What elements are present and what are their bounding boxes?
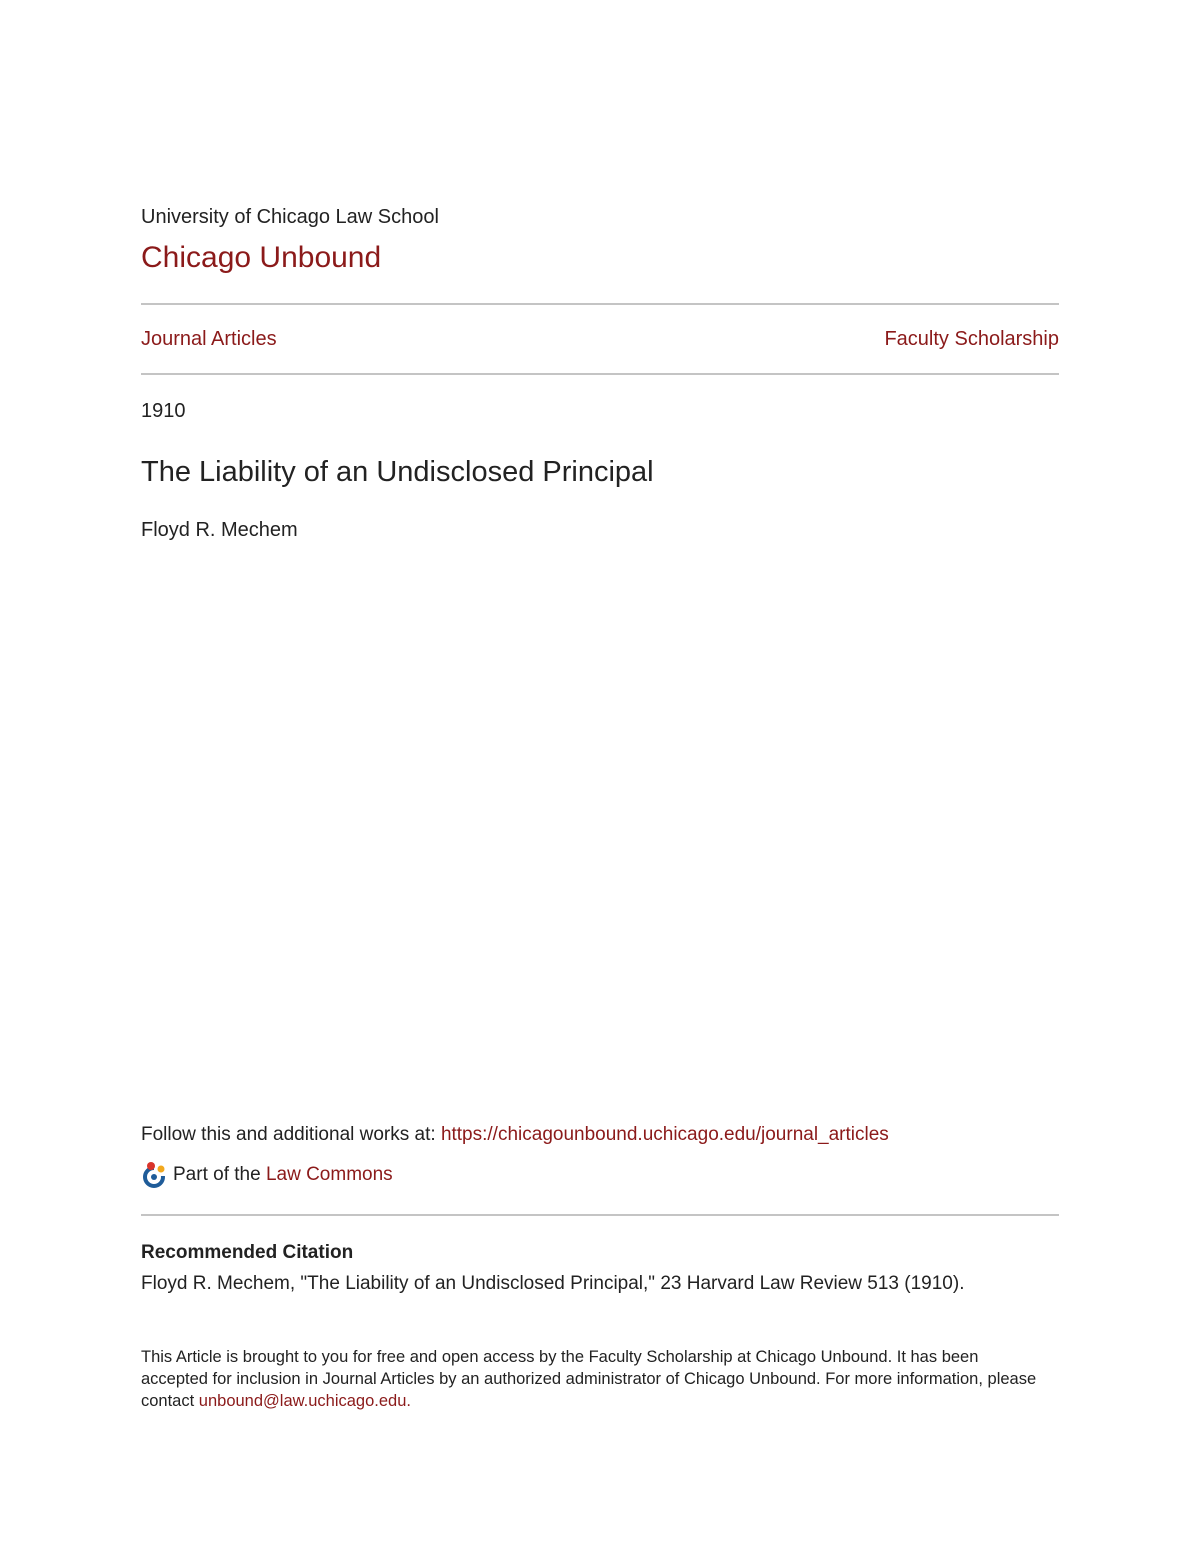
access-note bbox=[141, 1346, 1041, 1412]
divider bbox=[141, 303, 1059, 305]
divider bbox=[141, 1214, 1059, 1216]
citation-heading: Recommended Citation bbox=[141, 1242, 354, 1263]
publication-year: 1910 bbox=[141, 400, 186, 422]
institution-name: University of Chicago Law School bbox=[141, 206, 439, 228]
citation-text: Floyd R. Mechem, "The Liability of an Undisclosed Principal," 23 Harvard Law Review 513 (1910). bbox=[141, 1273, 965, 1294]
part-of-line bbox=[141, 1160, 393, 1190]
divider bbox=[141, 373, 1059, 375]
journal-articles-link[interactable]: Journal Articles bbox=[141, 328, 277, 350]
law-commons-link[interactable]: Law Commons bbox=[265, 1164, 393, 1185]
part-of-prefix: Part of the bbox=[173, 1164, 261, 1185]
contact-email-link[interactable]: unbound@law.uchicago.edu. bbox=[198, 1392, 411, 1410]
site-title-link[interactable]: Chicago Unbound bbox=[141, 241, 382, 274]
access-note-text: This Article is brought to you for free and open access by the Faculty Scholarship at Chicago Unbound. It has been accepted for inclusion in Journal Articles by an authorized administrator of Chicago Unbound. For more information, please contact bbox=[141, 1348, 1037, 1410]
follow-line bbox=[141, 1124, 889, 1146]
faculty-scholarship-link[interactable]: Faculty Scholarship bbox=[884, 328, 1059, 350]
article-author: Floyd R. Mechem bbox=[141, 519, 298, 541]
cover-page bbox=[141, 0, 1059, 1553]
article-title: The Liability of an Undisclosed Principal bbox=[141, 456, 654, 488]
follow-prefix: Follow this and additional works at: bbox=[141, 1124, 441, 1145]
network-commons-icon bbox=[141, 1160, 169, 1190]
collection-url-link[interactable]: https://chicagounbound.uchicago.edu/journal_articles bbox=[440, 1124, 889, 1145]
